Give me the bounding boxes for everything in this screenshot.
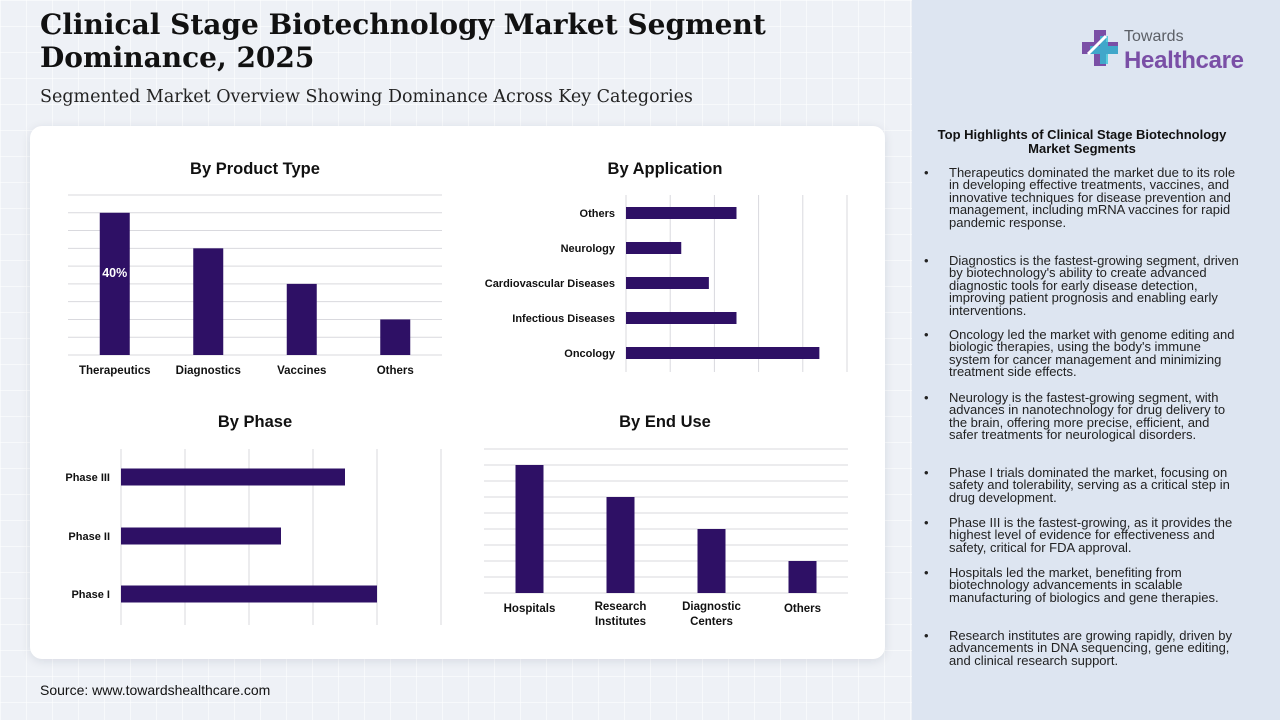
tick-label: Phase III — [65, 472, 110, 484]
sidebar-title: Top Highlights of Clinical Stage Biotechnology Market Segments — [937, 127, 1227, 156]
highlight-text: Hospitals led the market, benefiting from biotechnology advancements in scalable manufacturing of biologics and gene therapies. — [949, 565, 1219, 605]
tick-label: Therapeutics — [78, 365, 151, 377]
logo-text-healthcare: Healthcare — [1124, 47, 1244, 74]
bar — [789, 561, 817, 593]
bar — [626, 242, 681, 254]
highlight-text: Phase I trials dominated the market, focusing on safety and tolerability, serving as a critical step in drug development. — [949, 465, 1230, 505]
logo-text-towards: Towards — [1124, 28, 1184, 45]
highlight-item — [924, 327, 1241, 380]
chart-title-end-use: By End Use — [619, 413, 711, 431]
bullet-icon: • — [924, 253, 929, 268]
bar — [516, 465, 544, 593]
bullet-icon: • — [924, 165, 929, 180]
highlight-item — [924, 465, 1241, 505]
highlight-item — [924, 165, 1241, 230]
tick-label: Cardiovascular Diseases — [484, 278, 615, 290]
highlight-text: Diagnostics is the fastest-growing segment, driven by biotechnology's ability to create advanced diagnostic tools for early disease detection, improving patient prognosis and enabling early interventions. — [949, 253, 1239, 318]
bar — [287, 284, 317, 355]
bar — [626, 207, 737, 219]
bullet-icon: • — [924, 465, 929, 480]
highlight-item — [924, 390, 1241, 443]
bar — [193, 248, 223, 355]
chart-title-product-type: By Product Type — [190, 160, 320, 178]
bullet-icon: • — [924, 327, 929, 342]
tick-label: Others — [783, 603, 822, 615]
highlight-item — [924, 253, 1241, 318]
bar — [121, 469, 345, 486]
tick-label: Vaccines — [277, 365, 327, 377]
data-label: 40% — [102, 265, 128, 280]
tick-label: Others — [376, 365, 414, 377]
tick-label: Research Institutes — [594, 601, 647, 628]
tick-label: Others — [579, 208, 615, 220]
tick-label: Hospitals — [503, 603, 556, 615]
bar — [626, 277, 709, 289]
highlight-text: Oncology led the market with genome editing and biologic therapies, using the body's immune system for cancer management and minimizing treatment side effects. — [949, 327, 1235, 380]
bar — [121, 528, 281, 545]
highlight-item — [924, 565, 1241, 605]
bar — [100, 213, 130, 355]
highlight-text: Neurology is the fastest-growing segment, with advances in nanotechnology for drug delivery to the brain, offering more precise, efficient, and safer treatments for neurological disorders. — [949, 390, 1226, 443]
highlight-text: Therapeutics dominated the market due to its role in developing effective treatments, vaccines, and innovative techniques for disease prevention and management, including mRNA vaccines for rapid pandemic response. — [949, 165, 1236, 230]
bar — [626, 347, 819, 359]
plus-cross-icon — [1080, 28, 1122, 72]
bullet-icon: • — [924, 390, 929, 405]
tick-label: Diagnostics — [175, 365, 241, 377]
bullet-icon: • — [924, 515, 929, 530]
bullet-icon: • — [924, 565, 929, 580]
tick-label: Phase II — [68, 531, 110, 543]
highlight-item — [924, 515, 1241, 555]
brand-logo — [1080, 28, 1260, 80]
tick-label: Oncology — [564, 348, 615, 360]
bar — [626, 312, 737, 324]
highlight-text: Research institutes are growing rapidly, driven by advancements in DNA sequencing, gene editing, and clinical research support. — [949, 628, 1233, 668]
bar — [698, 529, 726, 593]
source-note: Source: www.towardshealthcare.com — [40, 682, 271, 698]
tick-label: Infectious Diseases — [512, 313, 615, 325]
tick-label: Neurology — [560, 243, 615, 255]
highlight-item — [924, 628, 1241, 668]
bullet-icon: • — [924, 628, 929, 643]
chart-title-application: By Application — [607, 160, 723, 178]
tick-label: Phase I — [71, 589, 110, 601]
page-title: Clinical Stage Biotechnology Market Segment Dominance, 2025 — [40, 8, 766, 74]
chart-title-phase: By Phase — [217, 413, 293, 431]
bar — [121, 586, 377, 603]
highlight-text: Phase III is the fastest-growing, as it provides the highest level of evidence for effectiveness and safety, critical for FDA approval. — [949, 515, 1233, 555]
tick-label: Diagnostic Centers — [682, 601, 741, 628]
bar — [380, 319, 410, 355]
page-subtitle: Segmented Market Overview Showing Dominance Across Key Categories — [40, 87, 693, 107]
bar — [607, 497, 635, 593]
